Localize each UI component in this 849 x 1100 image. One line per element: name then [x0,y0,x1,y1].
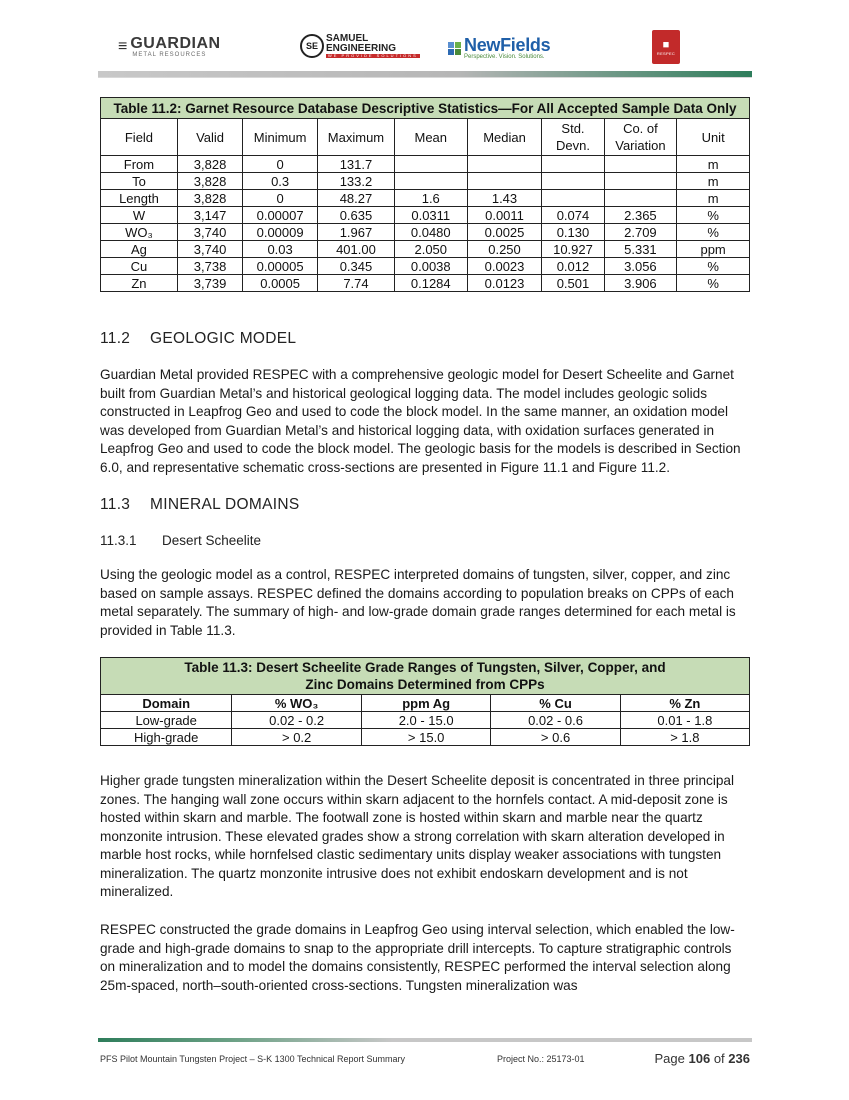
table-cell: % [677,275,750,292]
table-cell: 3,828 [177,156,242,173]
newfields-tagline: Perspective. Vision. Solutions. [464,54,545,60]
table-caption: Table 11.2: Garnet Resource Database Descriptive Statistics—For All Accepted Sample Data Only [101,98,750,119]
table-cell: 0.130 [542,224,604,241]
respec-word: RESPEC [656,50,676,56]
guardian-sub: METAL RESOURCES [132,52,207,58]
section-title: MINERAL DOMAINS [150,496,300,513]
table-cell: 0.00009 [243,224,318,241]
samuel-tagline: WE PROVIDE SOLUTIONS [328,53,418,59]
newfields-squares-icon [448,42,461,55]
table-cell: 0.0038 [394,258,467,275]
column-header: Co. of Variation [604,119,677,156]
table-11-2 [100,97,750,292]
table-cell [394,156,467,173]
column-header: Valid [177,119,242,156]
table-cell [467,156,542,173]
table-cell: m [677,156,750,173]
table-cell: > 0.6 [491,729,620,746]
se-circle-icon: SE [300,34,324,58]
table-cell: 1.6 [394,190,467,207]
table-cell: From [101,156,178,173]
table-cell [604,173,677,190]
table-cell: 0.1284 [394,275,467,292]
table-cell: 0.250 [467,241,542,258]
column-header: Unit [677,119,750,156]
table-cell: 3,740 [177,241,242,258]
table-cell: 0.02 - 0.2 [232,712,362,729]
table-cell: 131.7 [318,156,395,173]
section-heading-11-3 [100,496,299,514]
table-cell: > 15.0 [361,729,490,746]
table-cell: 0.01 - 1.8 [620,712,749,729]
section-title: GEOLOGIC MODEL [150,330,297,347]
table-cell: % [677,224,750,241]
table-row [101,275,750,292]
table-cell: 0.0311 [394,207,467,224]
table-cell: 0.03 [243,241,318,258]
table-cell: 2.709 [604,224,677,241]
table-cell: 0.635 [318,207,395,224]
table-cell: % [677,207,750,224]
table-cell: Low-grade [101,712,232,729]
table-cell: > 1.8 [620,729,749,746]
column-header: Minimum [243,119,318,156]
table-cell: 0.074 [542,207,604,224]
table-cell: m [677,173,750,190]
section-title: Desert Scheelite [162,533,262,548]
table-row [101,224,750,241]
header-rule [98,71,752,77]
table-cell: 0.02 - 0.6 [491,712,620,729]
table-cell: 48.27 [318,190,395,207]
table-cell: 1.967 [318,224,395,241]
page-number: Page 106 of 236 [654,1051,750,1066]
table-cell: 7.74 [318,275,395,292]
table-cell: 5.331 [604,241,677,258]
column-header: Std. Devn. [542,119,604,156]
section-heading-11-3-1 [100,533,261,548]
section-heading-11-2 [100,330,296,348]
column-header: ppm Ag [361,695,490,712]
table-cell: 0.012 [542,258,604,275]
column-header: Field [101,119,178,156]
table-cell [467,173,542,190]
table-cell: 0.0023 [467,258,542,275]
table-cell [542,173,604,190]
column-header: % Cu [491,695,620,712]
table-cell: 3,147 [177,207,242,224]
table-cell: % [677,258,750,275]
samuel-name: SAMUEL [326,33,369,45]
table-cell [604,156,677,173]
column-header: Median [467,119,542,156]
column-header: Maximum [318,119,395,156]
table-cell: 2.050 [394,241,467,258]
table-row [101,241,750,258]
table-cell: 0.00005 [243,258,318,275]
guardian-menu-mark-icon: ≡ [118,38,127,55]
paragraph-grade-domains: RESPEC constructed the grade domains in Leapfrog Geo using interval selection, which enabled the low-grade and high-grade domains to snap to the appropriate drill intercepts. To capture stratigraphic controls on mineralization and to model the domains consistently, RESPEC performed the interval selection along 25m-spaced, north–south-oriented cross-sections. Tungsten mineralization was [100,922,735,993]
table-cell: 2.0 - 15.0 [361,712,490,729]
table-row [101,258,750,275]
guardian-logo [118,36,221,58]
newfields-name: NewFields [464,35,551,55]
table-cell: 0.0025 [467,224,542,241]
column-header: % WO₃ [232,695,362,712]
footer-report-title: PFS Pilot Mountain Tungsten Project – S-K 1300 Technical Report Summary [100,1054,405,1064]
table-cell: 0 [243,156,318,173]
table-cell: 3,740 [177,224,242,241]
table-cell: 2.365 [604,207,677,224]
section-number: 11.2 [100,330,131,347]
column-header: Domain [101,695,232,712]
table-cell: 401.00 [318,241,395,258]
table-row [101,173,750,190]
table-cell: m [677,190,750,207]
table-cell: ppm [677,241,750,258]
table-cell [604,190,677,207]
table-cell: To [101,173,178,190]
table-cell: 3,828 [177,173,242,190]
paragraph-higher-grade: Higher grade tungsten mineralization within the Desert Scheelite deposit is concentrated in three principal zones. The hanging wall zone occurs within skarn adjacent to the hornfels contact. A mid-deposit zone is hosted within skarn and marble. The footwall zone is hosted within skarn and marble near the quartz monzonite intrusion. These elevated grades show a strong correlation with skarn alteration developed in marble host rocks, while hornfelsed clastic sedimentary units display weaker associations with tungsten mineralization. The quartz monzonite intrusive does not exhibit endoskarn development and is not mineralized. [100,773,734,899]
respec-logo [652,30,680,64]
samuel-engineering-logo [300,34,420,58]
samuel-engineering: ENGINEERING [326,42,397,54]
table-cell: 3.056 [604,258,677,275]
section-number: 11.3.1 [100,533,137,548]
table-cell: 0 [243,190,318,207]
table-cell: 3,739 [177,275,242,292]
respec-mark-icon: ■ [662,38,670,51]
paragraph-geologic-model: Guardian Metal provided RESPEC with a comprehensive geologic model for Desert Scheelite and Garnet built from Guardian Metal’s and historical geological logging data. The model includes geologic solids constructed in Leapfrog Geo and used to code the block model. In the same manner, an oxidation model was developed from Guardian Metal’s and historical logging data, with oxidation surfaces generated in Leapfrog Geo and used to code the block model. The geologic basis for the models is described in Section 6.0, and representative schematic cross-sections are presented in Figure 11.1 and Figure 11.2. [100,367,741,475]
table-cell: 0.0123 [467,275,542,292]
table-cell: 3.906 [604,275,677,292]
table-cell: 0.345 [318,258,395,275]
table-cell: > 0.2 [232,729,362,746]
table-caption: Table 11.3: Desert Scheelite Grade Ranges of Tungsten, Silver, Copper, and Zinc Domains Determined from CPPs [101,658,750,695]
table-cell: Length [101,190,178,207]
table-cell: 0.501 [542,275,604,292]
table-row [101,190,750,207]
table-cell: 0.0480 [394,224,467,241]
footer-rule [98,1038,752,1042]
table-cell: Cu [101,258,178,275]
guardian-name: GUARDIAN [130,35,221,52]
table-row [101,729,750,746]
table-cell: High-grade [101,729,232,746]
column-header: Mean [394,119,467,156]
table-row [101,156,750,173]
newfields-logo [448,36,550,60]
footer-project-number: Project No.: 25173-01 [497,1054,585,1064]
table-cell [394,173,467,190]
table-cell: 3,828 [177,190,242,207]
table-cell: 1.43 [467,190,542,207]
column-header: % Zn [620,695,749,712]
table-cell: 0.3 [243,173,318,190]
table-row [101,712,750,729]
paragraph-desert-scheelite: Using the geologic model as a control, RESPEC interpreted domains of tungsten, silver, copper, and zinc based on sample assays. RESPEC defined the domains according to population breaks on CPPs of each metal separately. The summary of high- and low-grade domain grade ranges determined for each metal is provided in Table 11.3. [100,567,736,638]
page-footer [100,1051,750,1069]
table-cell: W [101,207,178,224]
table-cell [542,190,604,207]
section-number: 11.3 [100,496,131,513]
table-cell: 3,738 [177,258,242,275]
table-cell: Zn [101,275,178,292]
table-cell: 10.927 [542,241,604,258]
table-row [101,207,750,224]
table-cell [542,156,604,173]
table-cell: 0.0005 [243,275,318,292]
table-cell: Ag [101,241,178,258]
table-cell: 0.00007 [243,207,318,224]
table-cell: 133.2 [318,173,395,190]
table-cell: WO₃ [101,224,178,241]
table-cell: 0.0011 [467,207,542,224]
table-11-3 [100,657,750,746]
